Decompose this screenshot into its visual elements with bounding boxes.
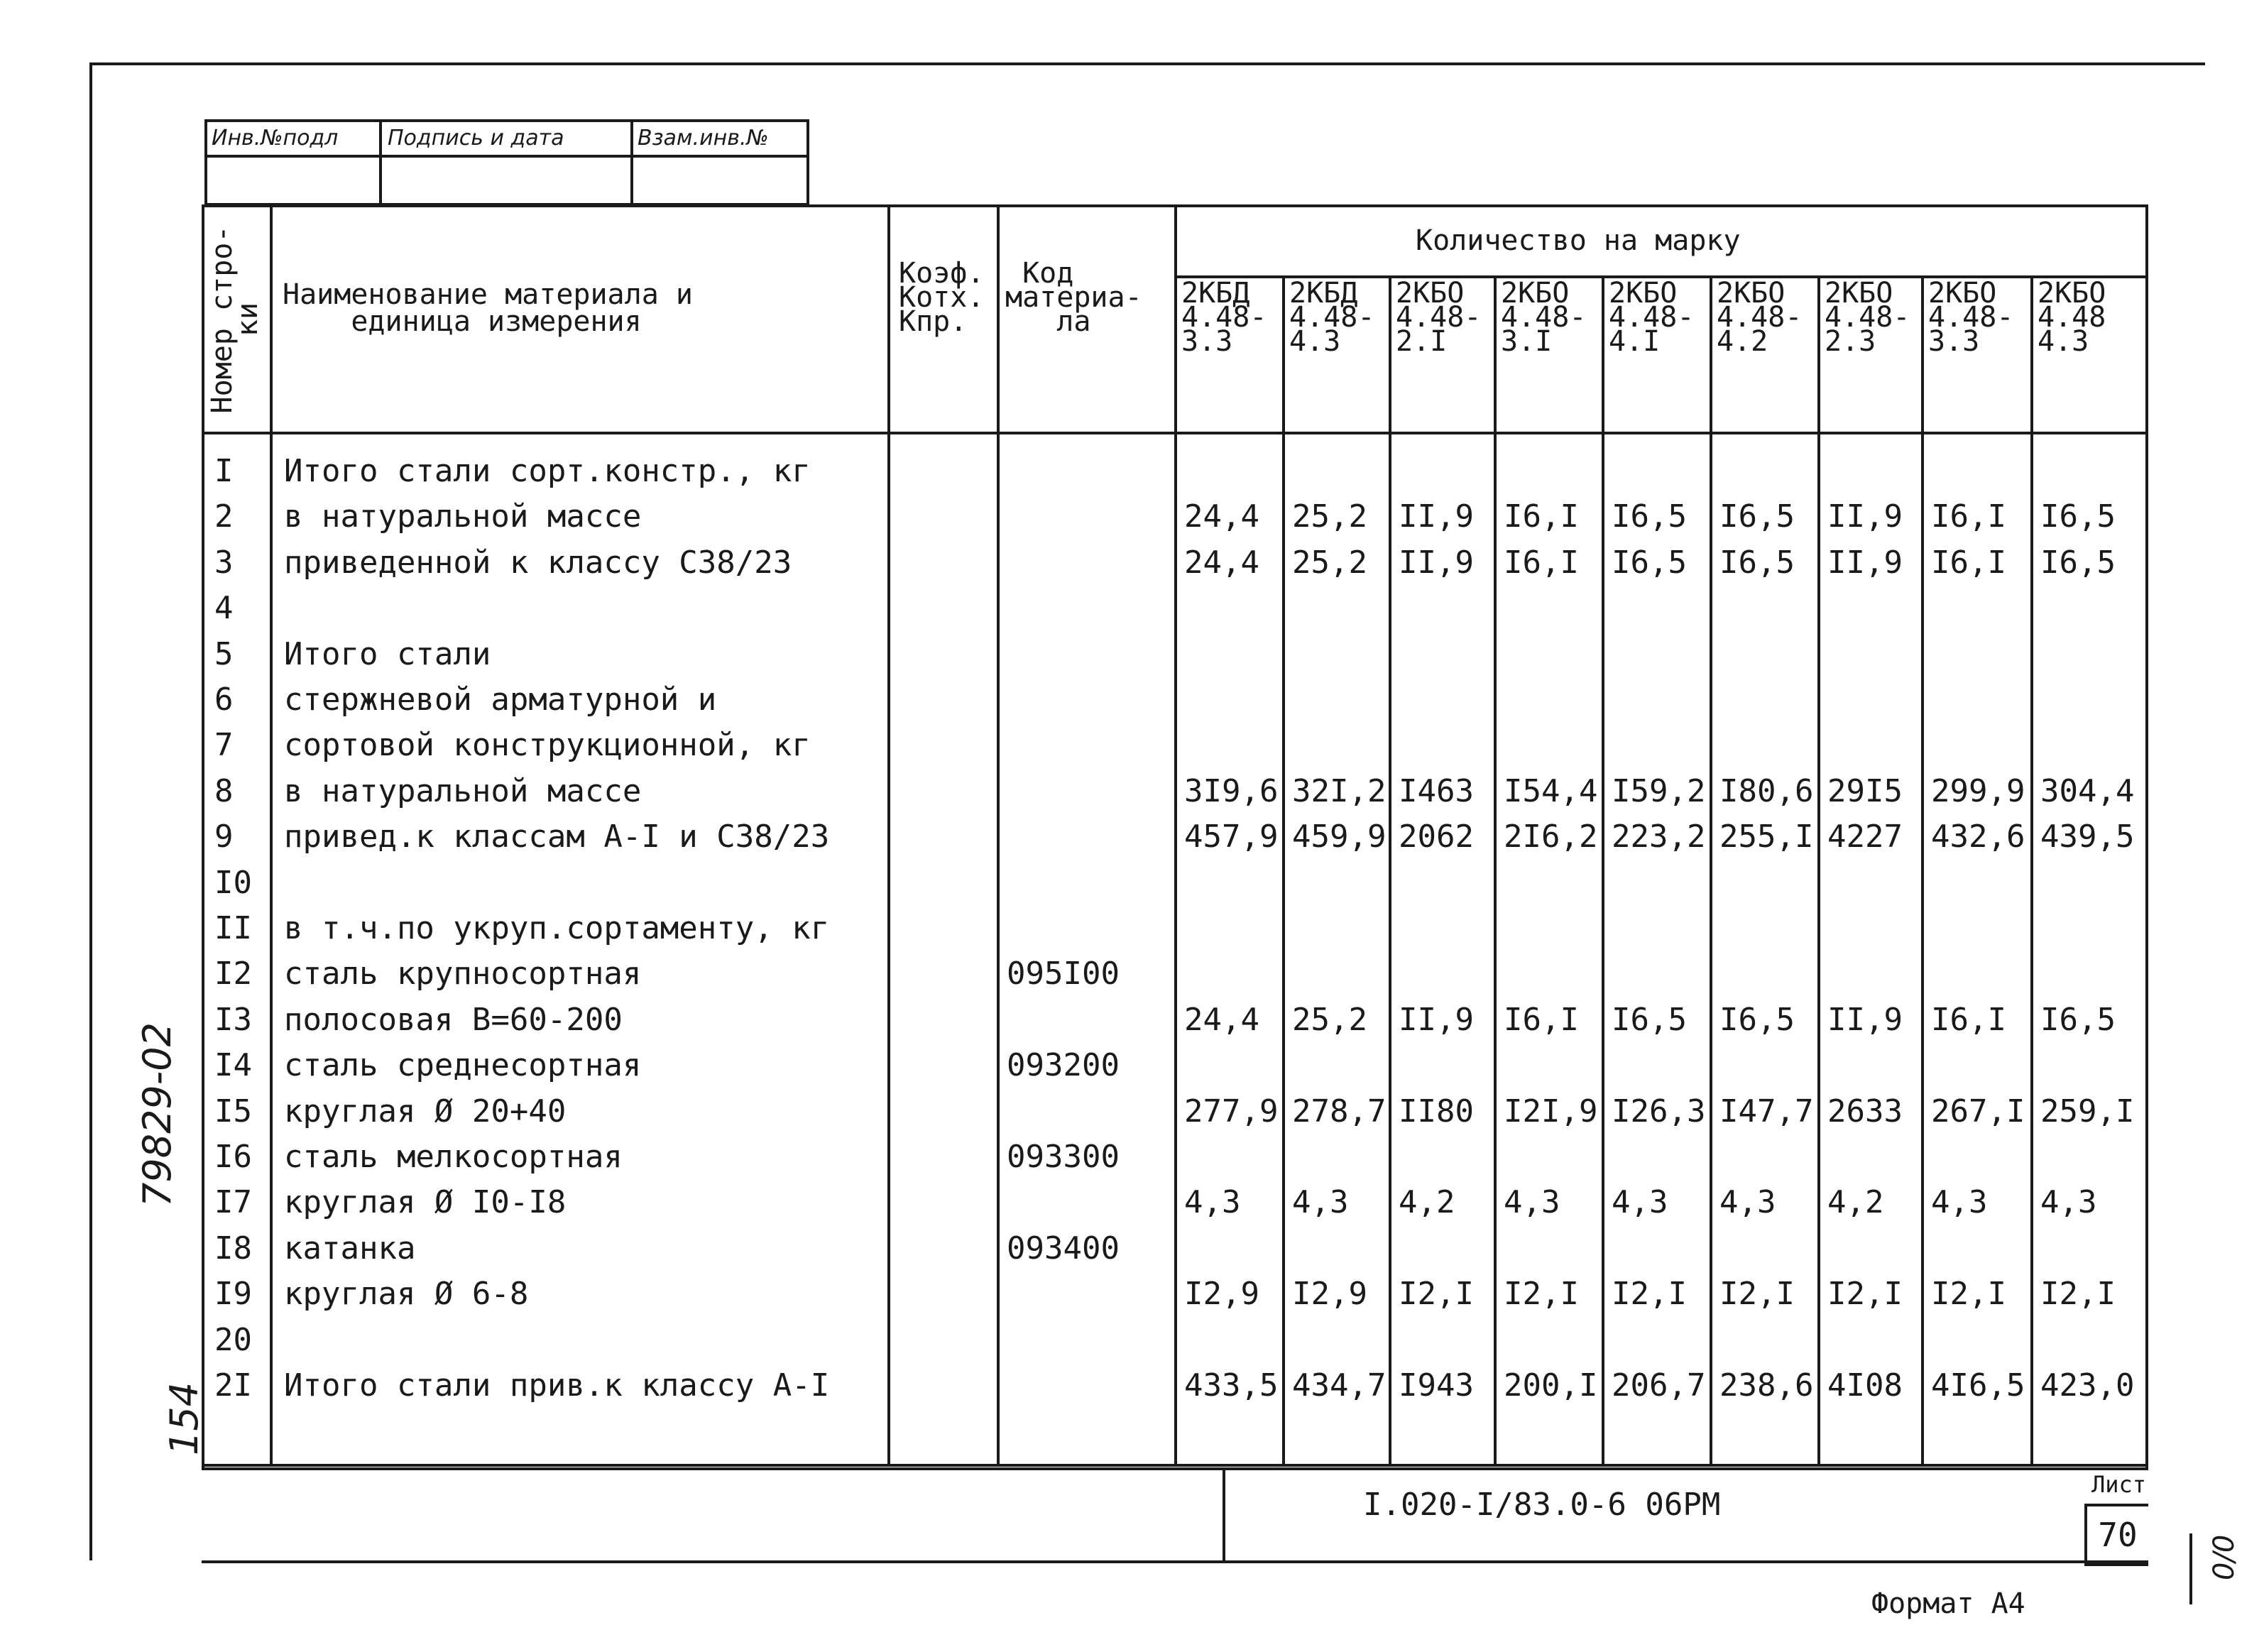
quantity-cell: I6,I <box>1931 498 2006 535</box>
quantity-cell: 433,5 <box>1184 1367 1279 1404</box>
mark-header: 2КБО 4.48- 2.3 <box>1825 277 1910 358</box>
quantity-cell: I6,5 <box>2040 1001 2116 1038</box>
material-name: круглая Ø I0-I8 <box>284 1184 567 1221</box>
quantity-cell: 434,7 <box>1292 1367 1387 1404</box>
stamp-cell-sign <box>382 122 633 203</box>
quantity-cell: 457,9 <box>1184 819 1279 855</box>
row-number: I3 <box>214 1001 252 1038</box>
quantity-cell: I59,2 <box>1612 772 1706 809</box>
table-row <box>204 494 2145 540</box>
table-row <box>204 677 2145 723</box>
material-name: Итого стали сорт.констр., кг <box>284 453 811 489</box>
quantity-cell: I2,I <box>1931 1276 2006 1313</box>
material-name: круглая Ø 6-8 <box>284 1276 529 1313</box>
row-number: 6 <box>214 682 234 718</box>
quantity-cell: I2I,9 <box>1504 1093 1598 1129</box>
frame-top-line <box>89 62 2205 65</box>
stamp-inv-label: Инв.№подл <box>212 126 339 151</box>
quantity-cell: I2,I <box>1827 1276 1903 1313</box>
table-row <box>204 1043 2145 1088</box>
row-number: I6 <box>214 1139 252 1175</box>
row-number: I4 <box>214 1047 252 1084</box>
quantity-cell: I80,6 <box>1719 772 1814 809</box>
quantity-cell: I2,I <box>1612 1276 1687 1313</box>
header-bottom-line <box>204 432 2145 434</box>
mark-header: 2КБО 4.48- 3.I <box>1501 277 1587 358</box>
material-code: 095I00 <box>1007 956 1120 992</box>
table-row <box>204 1363 2145 1408</box>
quantity-cell: 277,9 <box>1184 1093 1279 1129</box>
material-code: 093200 <box>1007 1047 1120 1084</box>
quantity-cell: I54,4 <box>1504 772 1598 809</box>
quantity-cell: I6,I <box>1931 544 2006 581</box>
quantity-cell: 423,0 <box>2040 1367 2135 1404</box>
quantity-cell: I2,I <box>1719 1276 1795 1313</box>
row-number: 8 <box>214 772 234 809</box>
bottom-frame-line <box>202 1560 2148 1563</box>
quantity-cell: 459,9 <box>1292 819 1387 855</box>
row-number: I5 <box>214 1093 252 1129</box>
quantity-cell: I47,7 <box>1719 1093 1814 1129</box>
table-bottom-line <box>204 1464 2145 1467</box>
quantity-cell: I463 <box>1399 772 1474 809</box>
quantity-cell: 439,5 <box>2040 819 2135 855</box>
quantity-cell: 2062 <box>1399 819 1474 855</box>
quantity-cell: 4,3 <box>1931 1184 1988 1221</box>
quantity-cell: II80 <box>1399 1093 1474 1129</box>
table-row <box>204 1180 2145 1225</box>
material-name: Итого стали прив.к классу А-I <box>284 1367 830 1404</box>
quantity-cell: I6,I <box>1504 498 1579 535</box>
quantity-cell: 4227 <box>1827 819 1903 855</box>
material-name: в т.ч.по укруп.сортаменту, кг <box>284 910 830 946</box>
material-name: привед.к классам А-I и С38/23 <box>284 819 830 855</box>
row-number: 2 <box>214 498 234 535</box>
quantity-cell: I2,I <box>1399 1276 1474 1313</box>
table-row <box>204 586 2145 631</box>
quantity-cell: 24,4 <box>1184 498 1259 535</box>
row-number: 3 <box>214 544 234 581</box>
stamp-replace-label: Взам.инв.№ <box>638 126 769 151</box>
row-number: I7 <box>214 1184 252 1221</box>
material-name: в натуральной массе <box>284 498 642 535</box>
quantity-cell: 299,9 <box>1931 772 2025 809</box>
stamp-cell-replace <box>633 122 806 203</box>
mark-header: 2КБО 4.48- 2.I <box>1396 277 1482 358</box>
quantity-cell: I2,9 <box>1292 1276 1367 1313</box>
table-row <box>204 860 2145 906</box>
quantity-cell: 278,7 <box>1292 1093 1387 1129</box>
row-number: I <box>214 453 234 489</box>
left-margin-page: 154 <box>162 1382 207 1455</box>
quantity-cell: I26,3 <box>1612 1093 1706 1129</box>
material-name: сталь крупносортная <box>284 956 642 992</box>
paper-format: Формат А4 <box>1871 1587 2025 1620</box>
quantity-cell: 25,2 <box>1292 544 1367 581</box>
quantity-cell: 24,4 <box>1184 544 1259 581</box>
row-number: 5 <box>214 635 234 672</box>
row-number: 7 <box>214 727 234 764</box>
material-name: приведенной к классу С38/23 <box>284 544 792 581</box>
row-number: I9 <box>214 1276 252 1313</box>
quantity-cell: 29I5 <box>1827 772 1903 809</box>
table-row <box>204 1226 2145 1271</box>
quantity-cell: 432,6 <box>1931 819 2025 855</box>
table-row <box>204 951 2145 997</box>
table-row <box>204 814 2145 860</box>
quantity-cell: 238,6 <box>1719 1367 1814 1404</box>
mark-header: 2КБО 4.48- 4.2 <box>1717 277 1803 358</box>
table-row <box>204 906 2145 951</box>
table-row <box>204 723 2145 768</box>
materials-table <box>202 204 2148 1470</box>
mark-header: 2КБО 4.48- 3.3 <box>1928 277 2014 358</box>
row-number-header <box>206 213 264 426</box>
quantity-cell: II,9 <box>1399 1001 1474 1038</box>
material-name: катанка <box>284 1230 416 1267</box>
quantity-cell: 2I6,2 <box>1504 819 1598 855</box>
table-row <box>204 632 2145 677</box>
row-number: I0 <box>214 864 252 901</box>
quantity-cell: 32I,2 <box>1292 772 1387 809</box>
material-name: сортовой конструкционной, кг <box>284 727 811 764</box>
frame-left-line <box>89 62 92 1560</box>
code-header: Код материа- ла <box>1005 257 1142 338</box>
mark-header: 2КБО 4.48- 4.I <box>1609 277 1695 358</box>
quantity-cell: I6,5 <box>1719 498 1795 535</box>
quantity-cell: 206,7 <box>1612 1367 1706 1404</box>
quantity-cell: I6,5 <box>1719 1001 1795 1038</box>
table-row <box>204 769 2145 814</box>
quantity-cell: 223,2 <box>1612 819 1706 855</box>
quantity-cell: 259,I <box>2040 1093 2135 1129</box>
material-name: полосовая В=60-200 <box>284 1001 623 1038</box>
mark-header: 2КБО 4.48 4.3 <box>2038 277 2106 358</box>
row-number: 4 <box>214 590 234 627</box>
row-number: 9 <box>214 819 234 855</box>
sheet-label: Лист <box>2091 1471 2147 1498</box>
quantity-cell: I6,5 <box>1612 498 1687 535</box>
quantity-cell: 4,3 <box>1612 1184 1668 1221</box>
quantity-cell: 24,4 <box>1184 1001 1259 1038</box>
quantity-cell: I6,I <box>1504 1001 1579 1038</box>
table-row <box>204 1271 2145 1317</box>
quantity-cell: I2,9 <box>1184 1276 1259 1313</box>
quantity-cell: II,9 <box>1399 498 1474 535</box>
material-name: сталь мелкосортная <box>284 1139 623 1175</box>
row-number: 20 <box>214 1321 252 1358</box>
koef-header: Коэф. Котх. Кпр. <box>899 257 985 338</box>
quantity-cell: 4I08 <box>1827 1367 1903 1404</box>
quantity-cell: II,9 <box>1827 544 1903 581</box>
quantity-cell: I2,I <box>1504 1276 1579 1313</box>
quantity-cell: 4,2 <box>1827 1184 1884 1221</box>
quantity-cell: 4,3 <box>1292 1184 1349 1221</box>
quantity-cell: II,9 <box>1827 1001 1903 1038</box>
quantity-cell: I6,I <box>1504 544 1579 581</box>
stamp-cell-inv <box>207 122 382 203</box>
table-row <box>204 1134 2145 1180</box>
quantity-cell: 2633 <box>1827 1093 1903 1129</box>
mark-header: 2КБД 4.48- 4.3 <box>1289 277 1375 358</box>
table-row <box>204 449 2145 494</box>
quantity-cell: 4,3 <box>1184 1184 1241 1221</box>
quantity-cell: I6,5 <box>1612 544 1687 581</box>
material-code: 093300 <box>1007 1139 1120 1175</box>
quantity-cell: 304,4 <box>2040 772 2135 809</box>
table-row <box>204 1089 2145 1134</box>
approval-stamp <box>204 119 809 206</box>
sheet-number: 70 <box>2084 1504 2148 1566</box>
row-number: I2 <box>214 956 252 992</box>
quantity-cell: 4,3 <box>2040 1184 2097 1221</box>
material-header: Наименование материала и единица измерения <box>283 278 693 338</box>
quantity-cell: II,9 <box>1827 498 1903 535</box>
material-name: в натуральной массе <box>284 772 642 809</box>
quantity-cell: 200,I <box>1504 1367 1598 1404</box>
quantity-cell: 4,2 <box>1399 1184 1455 1221</box>
stamp-sign-label: Подпись и дата <box>388 126 564 151</box>
right-margin-tick <box>2189 1533 2192 1604</box>
quantity-cell: I6,I <box>1931 1001 2006 1038</box>
right-margin-note: 0/0 <box>2208 1534 2241 1580</box>
mark-header: 2КБД 4.48- 3.3 <box>1181 277 1267 358</box>
left-margin-code: 79829-02 <box>135 1022 180 1207</box>
quantity-cell: I6,5 <box>2040 544 2116 581</box>
material-name: сталь среднесортная <box>284 1047 642 1084</box>
table-row <box>204 540 2145 586</box>
quantity-cell: 3I9,6 <box>1184 772 1279 809</box>
material-name: круглая Ø 20+40 <box>284 1093 567 1129</box>
table-row <box>204 1318 2145 1363</box>
quantity-cell: 4I6,5 <box>1931 1367 2025 1404</box>
row-number: II <box>214 910 252 946</box>
quantity-cell: 25,2 <box>1292 1001 1367 1038</box>
material-name: стержневой арматурной и <box>284 682 717 718</box>
table-row <box>204 997 2145 1043</box>
row-number-header-text: Номер стро- ки <box>206 225 264 414</box>
material-name: Итого стали <box>284 635 491 672</box>
quantity-cell: 4,3 <box>1504 1184 1560 1221</box>
document-code: I.020-I/83.0-6 06РМ <box>1363 1487 1721 1523</box>
row-number: I8 <box>214 1230 252 1267</box>
quantity-cell: 267,I <box>1931 1093 2025 1129</box>
quantity-cell: 4,3 <box>1719 1184 1776 1221</box>
quantity-cell: I2,I <box>2040 1276 2116 1313</box>
bottom-divider <box>1223 1469 1225 1563</box>
quantity-cell: I6,5 <box>1719 544 1795 581</box>
quantity-header: Количество на марку <box>1416 224 1741 257</box>
quantity-cell: I6,5 <box>2040 498 2116 535</box>
quantity-cell: I6,5 <box>1612 1001 1687 1038</box>
quantity-cell: I943 <box>1399 1367 1474 1404</box>
quantity-cell: 25,2 <box>1292 498 1367 535</box>
row-number: 2I <box>214 1367 252 1404</box>
quantity-cell: 255,I <box>1719 819 1814 855</box>
quantity-cell: II,9 <box>1399 544 1474 581</box>
material-code: 093400 <box>1007 1230 1120 1267</box>
